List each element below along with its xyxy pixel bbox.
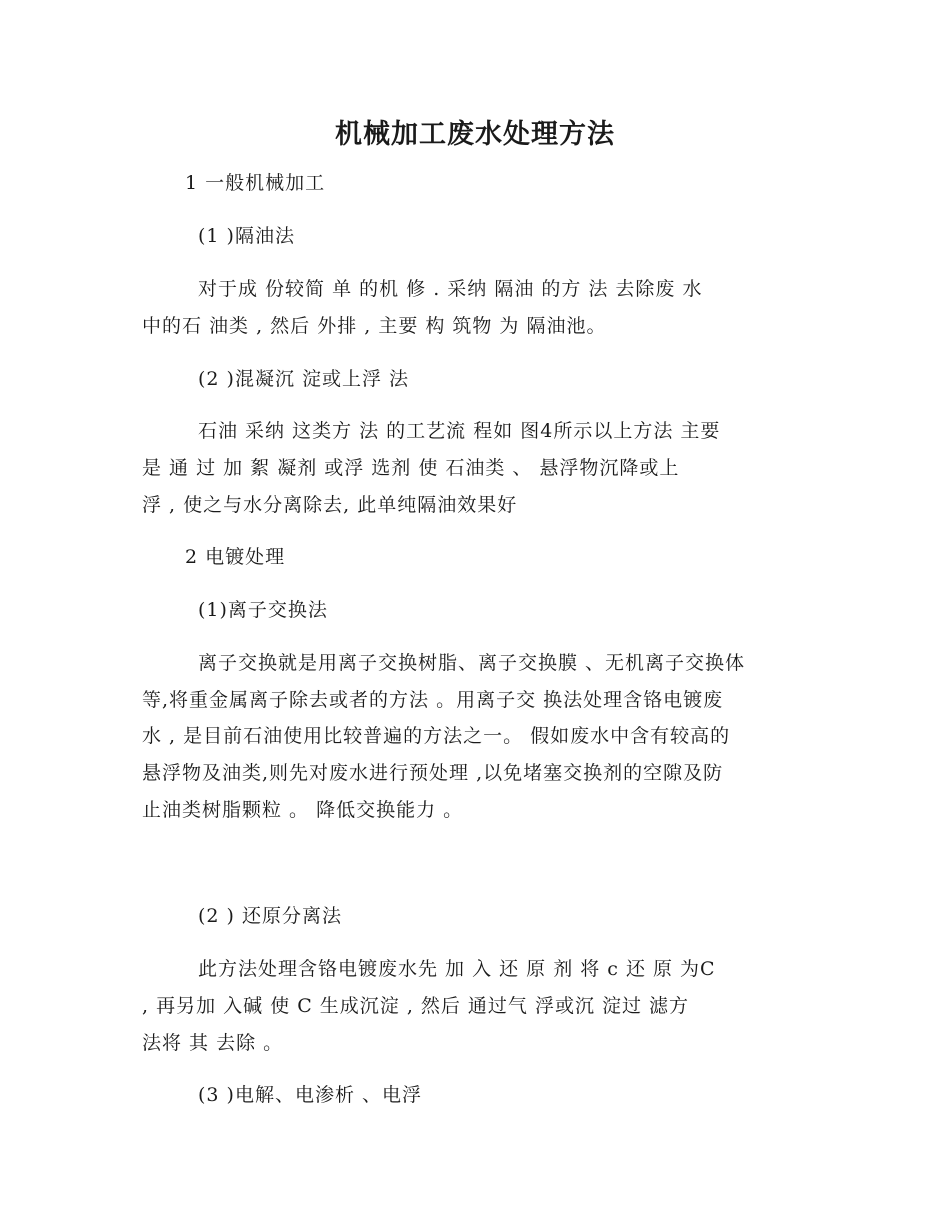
paragraph-line-text: 此方法处理含铬电镀废水先 加 入 还 原 剂 将 c 还 原 为C xyxy=(198,958,716,980)
paragraph-line: 法将 其 去除 。 xyxy=(142,1032,284,1054)
document-title: 机械加工废水处理方法 xyxy=(335,119,615,150)
paragraph-line xyxy=(142,277,808,301)
paragraph-line-text: 对于成 份较简 单 的机 修 . 采纳 隔油 的方 法 去除废 水 xyxy=(198,278,703,300)
paragraph-line: 浮 , 使之与水分离除去, 此单纯隔油效果好 xyxy=(142,494,518,516)
paragraph-line xyxy=(142,957,808,981)
paragraph-line: 水 , 是目前石油使用比较普遍的方法之一。 假如废水中含有较高的 xyxy=(142,725,731,747)
subsection-heading: (1)离子交换法 xyxy=(198,599,328,621)
section-heading: 2 电镀处理 xyxy=(185,546,286,568)
paragraph-line xyxy=(142,651,808,675)
subsection-heading: (2 ) 还原分离法 xyxy=(198,905,342,927)
subsection-heading: (2 )混凝沉 淀或上浮 法 xyxy=(198,368,410,390)
section-heading: 1 一般机械加工 xyxy=(185,172,326,194)
paragraph-line: 中的石 油类 , 然后 外排 , 主要 构 筑物 为 隔油池。 xyxy=(142,315,607,337)
subsection-heading: (3 )电解、电渗析 、电浮 xyxy=(198,1084,422,1106)
paragraph-line: 悬浮物及油类,则先对废水进行预处理 ,以免堵塞交换剂的空隙及防 xyxy=(142,762,724,784)
paragraph-line: 等,将重金属离子除去或者的方法 。用离子交 换法处理含铬电镀废 xyxy=(142,689,724,711)
paragraph-line-text: 离子交换就是用离子交换树脂、离子交换膜 、无机离子交换体 xyxy=(198,652,746,674)
paragraph-line xyxy=(142,419,808,443)
paragraph-line: 是 通 过 加 絮 凝剂 或浮 选剂 使 石油类 、 悬浮物沉降或上 xyxy=(142,457,680,479)
subsection-heading: (1 )隔油法 xyxy=(198,225,295,247)
paragraph-line: , 再另加 入碱 使 C 生成沉淀 , 然后 通过气 浮或沉 淀过 滤方 xyxy=(142,995,690,1017)
paragraph-line: 止油类树脂颗粒 。 降低交换能力 。 xyxy=(142,799,464,821)
paragraph-line-text: 石油 采纳 这类方 法 的工艺流 程如 图4所示以上方法 主要 xyxy=(198,420,721,442)
